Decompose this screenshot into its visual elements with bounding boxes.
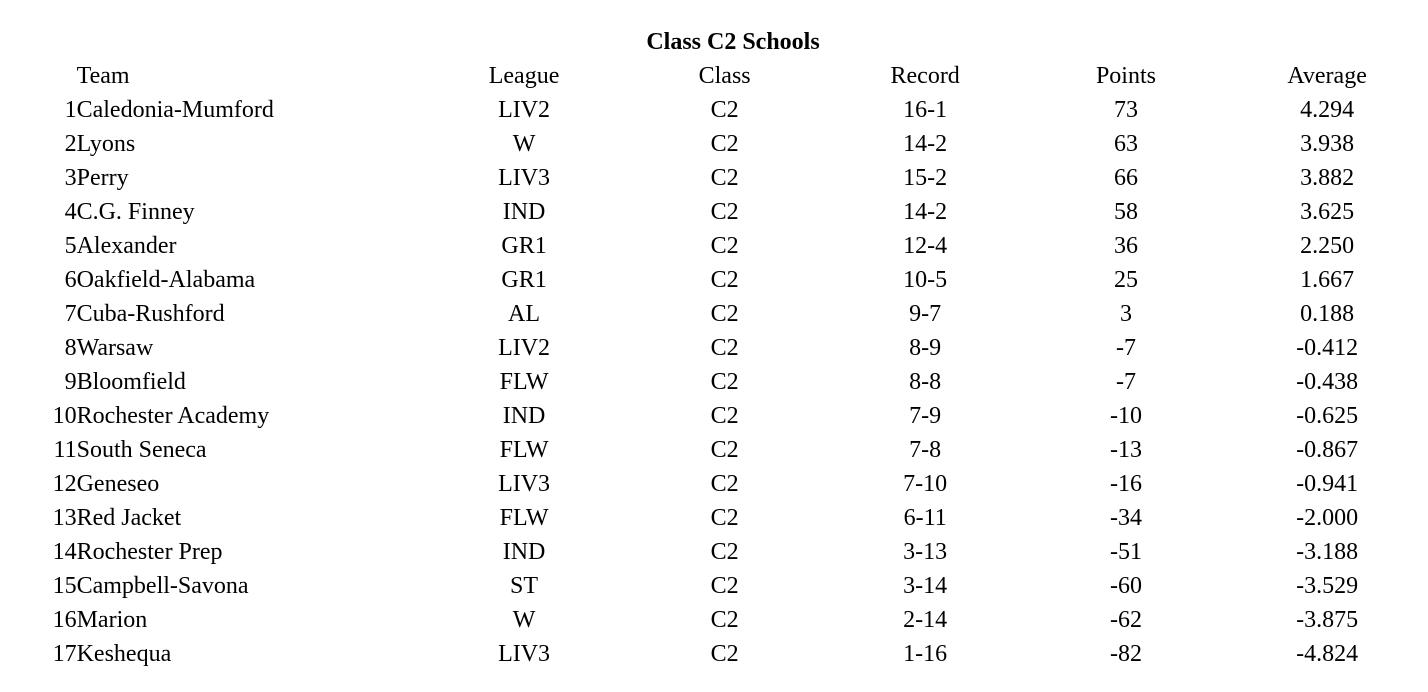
table-row: [32, 331, 1428, 365]
cell-league: LIV3: [498, 471, 551, 497]
cell-rank: 13: [52, 505, 77, 531]
cell-team: Oakfield-Alabama: [76, 267, 256, 293]
cell-class: C2: [710, 369, 739, 395]
cell-class: C2: [710, 233, 739, 259]
cell-team: Campbell-Savona: [76, 573, 249, 599]
cell-record: 7-8: [909, 437, 942, 463]
cell-team: Lyons: [76, 131, 136, 157]
cell-rank: 12: [52, 471, 77, 497]
cell-rank: 7: [64, 301, 77, 327]
cell-record: 8-8: [909, 369, 942, 395]
cell-record: 15-2: [903, 165, 948, 191]
cell-league: FLW: [499, 505, 549, 531]
cell-points: -82: [1109, 641, 1142, 667]
table-row: [32, 603, 1428, 637]
cell-average: 2.250: [1300, 233, 1355, 259]
cell-record: 14-2: [903, 199, 948, 225]
cell-average: 3.625: [1300, 199, 1355, 225]
cell-average: -3.875: [1296, 607, 1359, 633]
cell-record: 8-9: [909, 335, 942, 361]
cell-points: 63: [1113, 131, 1138, 157]
header-row: [32, 59, 1428, 93]
cell-rank: 10: [52, 403, 77, 429]
cell-average: -3.188: [1296, 539, 1359, 565]
cell-class: C2: [710, 199, 739, 225]
table-row: [32, 399, 1428, 433]
cell-team: Bloomfield: [76, 369, 186, 395]
cell-team: Perry: [76, 165, 129, 191]
cell-league: GR1: [501, 233, 547, 259]
table-row: [32, 569, 1428, 603]
cell-class: C2: [710, 165, 739, 191]
cell-league: FLW: [499, 437, 549, 463]
cell-average: -0.412: [1296, 335, 1359, 361]
cell-rank: 14: [52, 539, 77, 565]
cell-average: -0.438: [1296, 369, 1359, 395]
table-row: [32, 127, 1428, 161]
cell-record: 16-1: [903, 97, 948, 123]
cell-team: Marion: [76, 607, 148, 633]
cell-points: 25: [1113, 267, 1138, 293]
table-row: [32, 637, 1428, 671]
header-points: Points: [1095, 63, 1156, 89]
table-row: [32, 93, 1428, 127]
cell-average: 4.294: [1300, 97, 1355, 123]
cell-class: C2: [710, 573, 739, 599]
cell-team: South Seneca: [76, 437, 207, 463]
cell-rank: 11: [53, 437, 77, 463]
cell-class: C2: [710, 437, 739, 463]
cell-rank: 6: [64, 267, 77, 293]
header-average: Average: [1287, 63, 1367, 89]
cell-record: 1-16: [903, 641, 948, 667]
cell-rank: 3: [64, 165, 77, 191]
cell-points: 58: [1113, 199, 1138, 225]
cell-points: 3: [1119, 301, 1132, 327]
cell-class: C2: [710, 505, 739, 531]
table-row: [32, 229, 1428, 263]
cell-average: 0.188: [1300, 301, 1355, 327]
cell-rank: 15: [52, 573, 77, 599]
cell-record: 2-14: [903, 607, 948, 633]
cell-record: 12-4: [903, 233, 948, 259]
cell-league: W: [512, 607, 536, 633]
cell-record: 7-10: [903, 471, 948, 497]
cell-class: C2: [710, 403, 739, 429]
cell-team: Rochester Academy: [76, 403, 270, 429]
cell-team: Geneseo: [76, 471, 160, 497]
cell-league: LIV2: [498, 97, 551, 123]
table-row: [32, 195, 1428, 229]
table-row: [32, 535, 1428, 569]
cell-average: 1.667: [1300, 267, 1355, 293]
cell-points: -16: [1109, 471, 1142, 497]
cell-points: -60: [1109, 573, 1142, 599]
cell-rank: 4: [64, 199, 77, 225]
cell-league: LIV2: [498, 335, 551, 361]
cell-average: 3.938: [1300, 131, 1355, 157]
cell-average: -2.000: [1296, 505, 1359, 531]
cell-points: -7: [1115, 369, 1136, 395]
cell-points: -7: [1115, 335, 1136, 361]
cell-team: Warsaw: [76, 335, 154, 361]
cell-rank: 5: [64, 233, 77, 259]
cell-average: 3.882: [1300, 165, 1355, 191]
cell-class: C2: [710, 471, 739, 497]
cell-points: -62: [1109, 607, 1142, 633]
cell-team: Alexander: [76, 233, 177, 259]
table-row: [32, 297, 1428, 331]
cell-rank: 1: [64, 97, 77, 123]
cell-league: GR1: [501, 267, 547, 293]
cell-class: C2: [710, 131, 739, 157]
cell-average: -0.625: [1296, 403, 1359, 429]
cell-league: AL: [508, 301, 541, 327]
cell-league: LIV3: [498, 165, 551, 191]
cell-league: IND: [502, 199, 546, 225]
table-row: [32, 263, 1428, 297]
cell-points: 73: [1113, 97, 1138, 123]
cell-team: Caledonia-Mumford: [76, 97, 274, 123]
cell-average: -0.867: [1296, 437, 1359, 463]
table-body: [32, 93, 1428, 671]
cell-record: 3-14: [903, 573, 948, 599]
cell-team: Red Jacket: [76, 505, 182, 531]
cell-points: -10: [1109, 403, 1142, 429]
cell-league: IND: [502, 539, 546, 565]
cell-record: 6-11: [903, 505, 947, 531]
cell-rank: 17: [52, 641, 77, 667]
table-row: [32, 501, 1428, 535]
cell-class: C2: [710, 539, 739, 565]
header-team: Team: [76, 63, 130, 89]
cell-class: C2: [710, 641, 739, 667]
cell-average: -3.529: [1296, 573, 1359, 599]
cell-record: 14-2: [903, 131, 948, 157]
header-class: Class: [698, 63, 751, 89]
cell-record: 10-5: [903, 267, 948, 293]
cell-rank: 8: [64, 335, 77, 361]
table-row: [32, 433, 1428, 467]
standings-table: [32, 59, 1428, 671]
cell-average: -4.824: [1296, 641, 1359, 667]
table-row: [32, 467, 1428, 501]
cell-league: LIV3: [498, 641, 551, 667]
header-league: League: [488, 63, 560, 89]
cell-team: Rochester Prep: [76, 539, 223, 565]
cell-average: -0.941: [1296, 471, 1359, 497]
cell-points: 36: [1113, 233, 1138, 259]
header-rank: [32, 59, 77, 93]
cell-league: W: [512, 131, 536, 157]
cell-team: C.G. Finney: [76, 199, 195, 225]
cell-league: IND: [502, 403, 546, 429]
table-row: [32, 161, 1428, 195]
cell-class: C2: [710, 335, 739, 361]
cell-team: Keshequa: [76, 641, 172, 667]
cell-rank: 16: [52, 607, 77, 633]
cell-team: Cuba-Rushford: [76, 301, 225, 327]
cell-points: -13: [1109, 437, 1142, 463]
cell-record: 9-7: [909, 301, 942, 327]
cell-class: C2: [710, 97, 739, 123]
cell-class: C2: [710, 301, 739, 327]
cell-league: FLW: [499, 369, 549, 395]
cell-class: C2: [710, 607, 739, 633]
cell-record: 3-13: [903, 539, 948, 565]
header-record: Record: [890, 63, 960, 89]
cell-class: C2: [710, 267, 739, 293]
cell-points: -34: [1109, 505, 1142, 531]
table-row: [32, 365, 1428, 399]
cell-points: 66: [1113, 165, 1138, 191]
cell-rank: 9: [64, 369, 77, 395]
cell-league: ST: [510, 573, 539, 599]
cell-points: -51: [1109, 539, 1142, 565]
table-title: Class C2 Schools: [646, 29, 820, 55]
cell-record: 7-9: [909, 403, 942, 429]
cell-rank: 2: [64, 131, 77, 157]
